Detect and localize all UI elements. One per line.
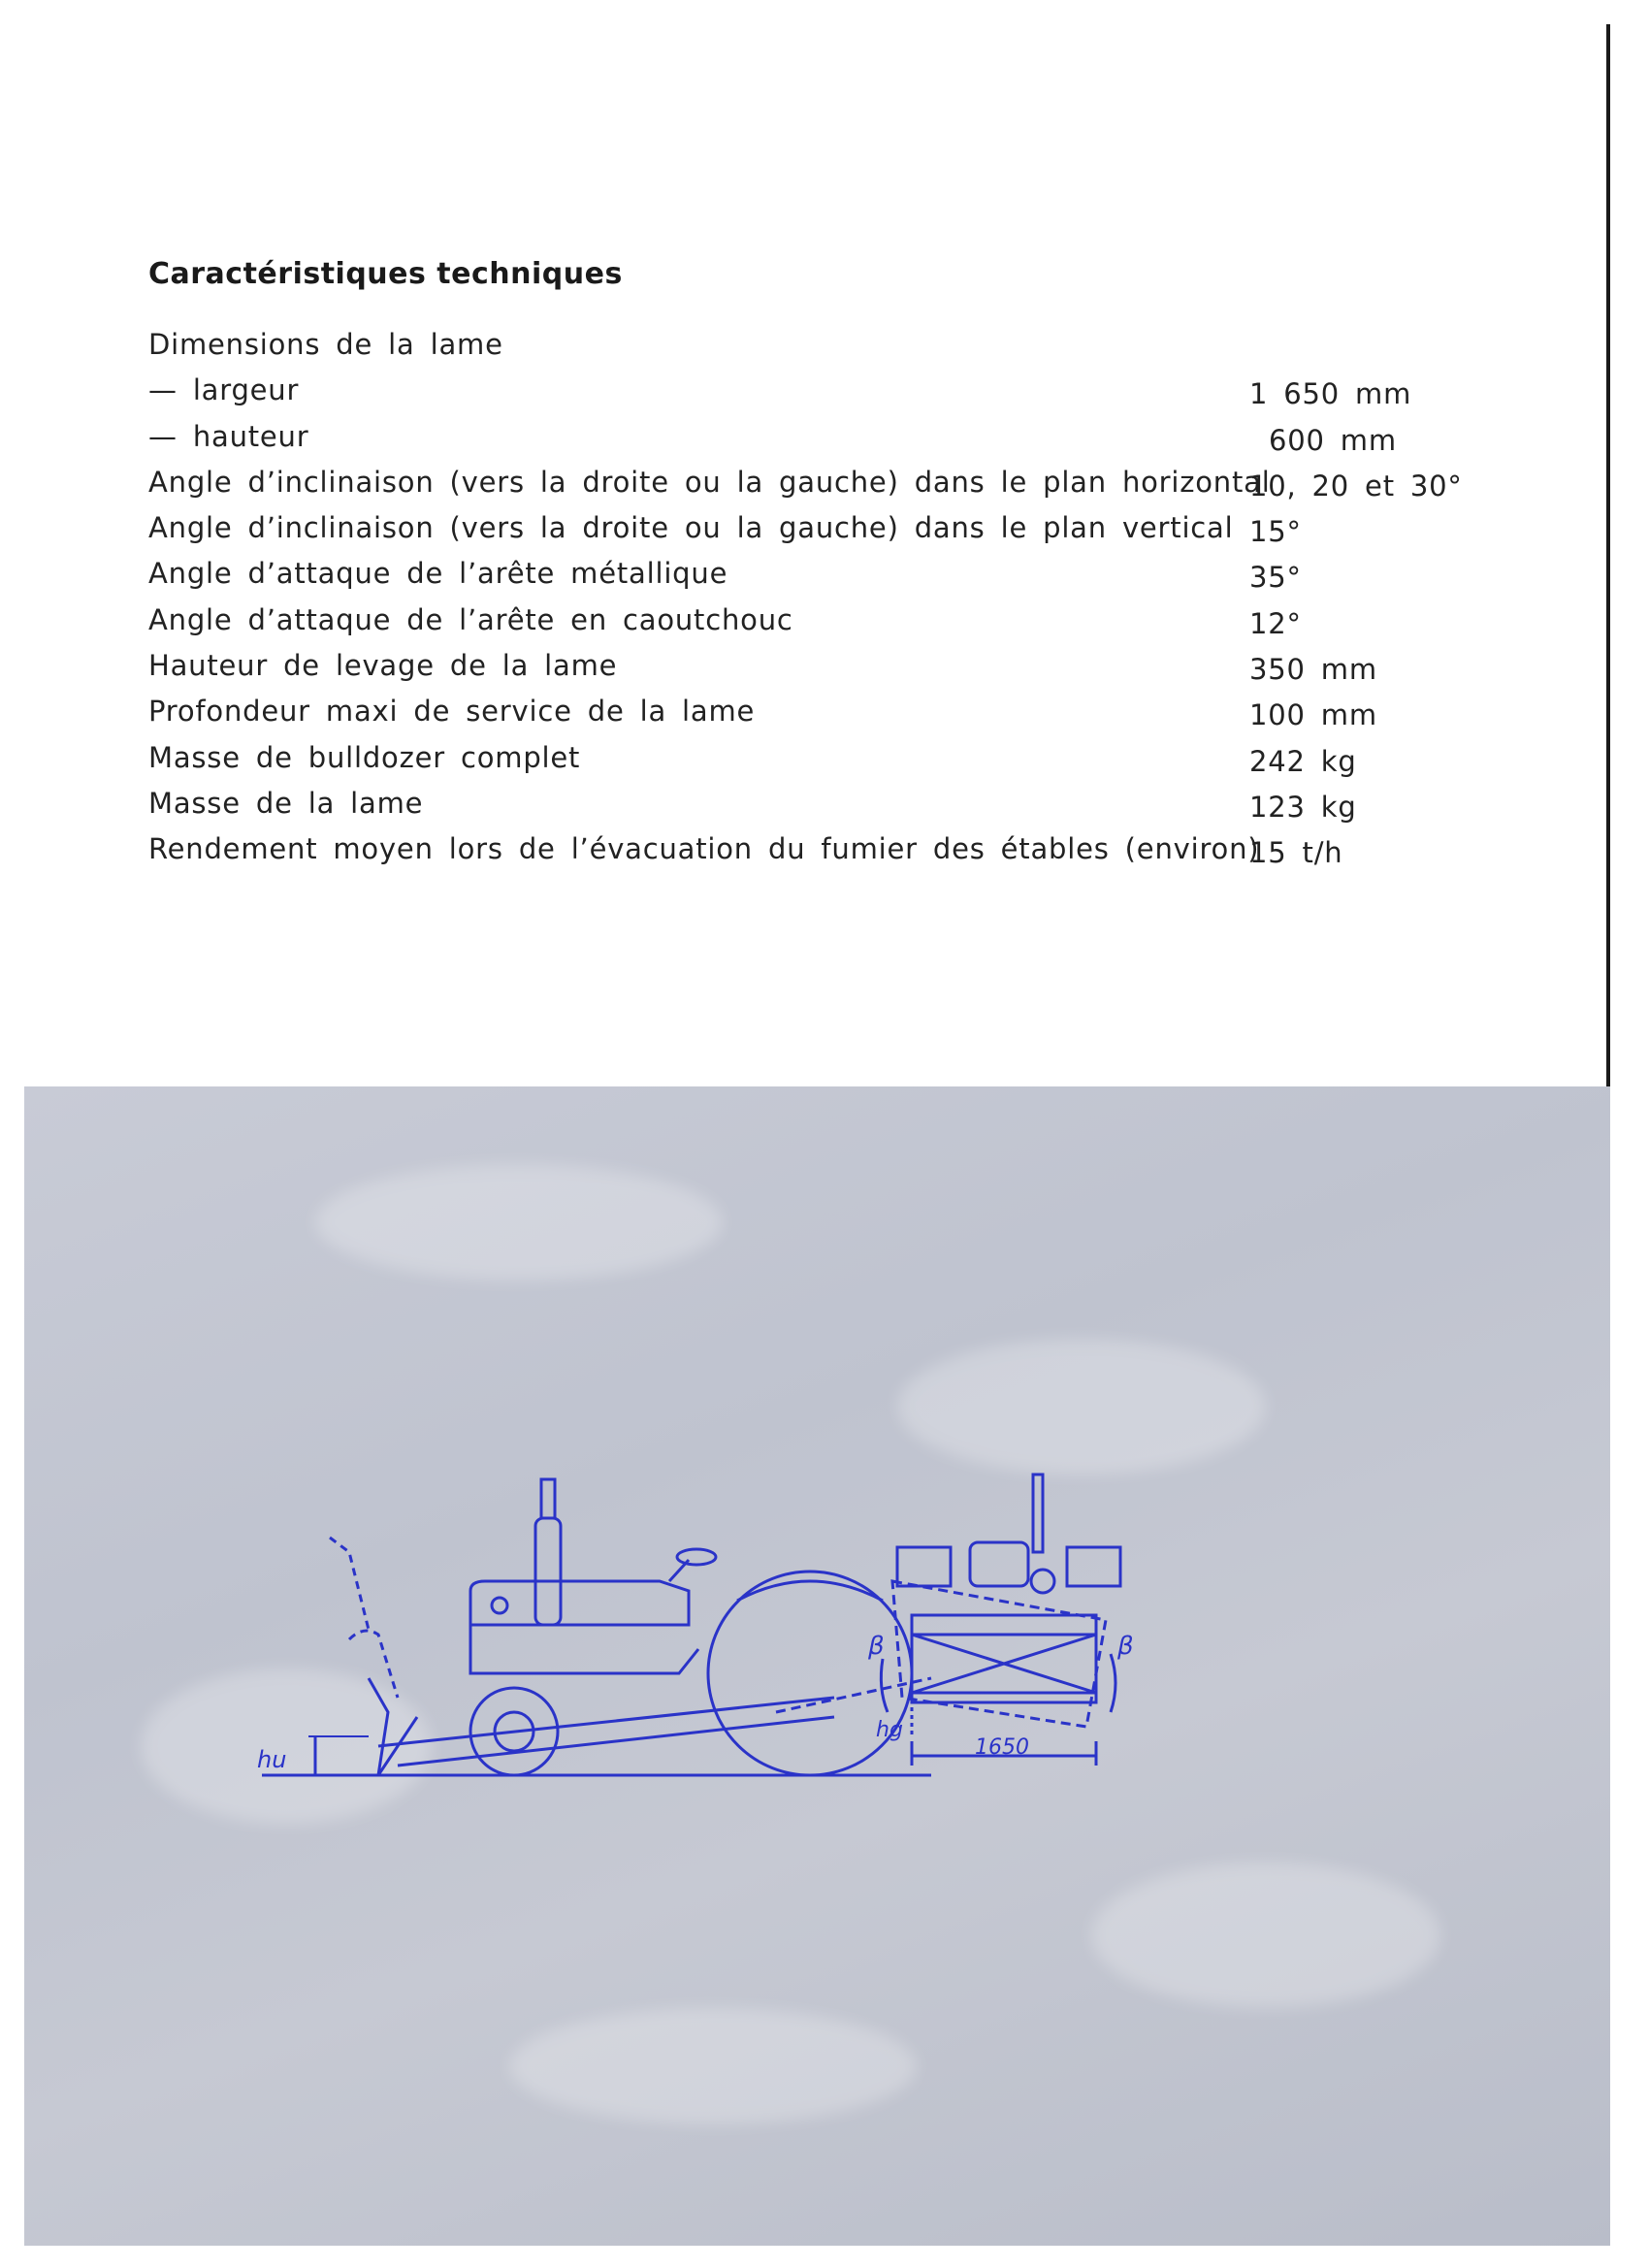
spec-row xyxy=(148,832,1506,878)
technical-drawing xyxy=(233,1455,1397,1901)
spec-row xyxy=(148,328,1506,373)
spec-label: Hauteur de levage de la lame xyxy=(148,649,618,683)
beta-left-label: β xyxy=(868,1632,885,1661)
paper-wrinkle xyxy=(509,2008,917,2124)
width-dimension-label: 1650 xyxy=(975,1735,1029,1760)
spec-label: Profondeur maxi de service de la lame xyxy=(148,695,756,729)
headlight xyxy=(492,1598,507,1613)
exhaust-top xyxy=(541,1479,555,1518)
lift-arm xyxy=(776,1678,931,1712)
body xyxy=(470,1625,698,1673)
push-frame xyxy=(378,1698,834,1746)
front-hub xyxy=(1031,1570,1054,1593)
spec-label: Rendement moyen lors de l’évacuation du fumier des étables (environ) xyxy=(148,832,1260,866)
spec-value: 12° xyxy=(1249,606,1302,640)
page-edge-shadow xyxy=(1606,24,1610,1091)
beta-right-label: β xyxy=(1117,1632,1134,1661)
beta-left-arc xyxy=(881,1659,888,1712)
operator-lever xyxy=(330,1538,369,1630)
spec-value: 123 kg xyxy=(1249,790,1357,824)
spec-row xyxy=(148,695,1506,740)
spec-row xyxy=(148,373,1506,419)
spec-value: 350 mm xyxy=(1249,653,1377,687)
spec-value: 10, 20 et 30° xyxy=(1249,469,1463,502)
spec-row xyxy=(148,511,1506,557)
spec-label: Angle d’attaque de l’arête en caoutchouc xyxy=(148,602,793,636)
paper-wrinkle xyxy=(315,1164,723,1280)
hg-label: hg xyxy=(876,1718,903,1742)
push-frame-lower xyxy=(398,1717,834,1766)
spec-row xyxy=(148,649,1506,695)
spec-value: 35° xyxy=(1249,561,1302,595)
spec-value: 242 kg xyxy=(1249,744,1357,778)
spec-value: 1 650 mm xyxy=(1249,377,1412,411)
front-hood-block xyxy=(970,1542,1028,1586)
spec-row xyxy=(148,557,1506,602)
spec-label: Angle d’attaque de l’arête métallique xyxy=(148,557,728,591)
hu-label: hu xyxy=(257,1746,287,1773)
front-view xyxy=(881,1474,1120,1766)
steering-wheel xyxy=(677,1549,716,1565)
spec-row xyxy=(148,466,1506,511)
page-title: Caractéristiques techniques xyxy=(148,257,623,291)
right-fender xyxy=(1067,1547,1120,1586)
left-fender xyxy=(897,1547,951,1586)
front-exhaust xyxy=(1033,1474,1043,1552)
spec-label: Masse de bulldozer complet xyxy=(148,740,581,774)
spec-label: — largeur xyxy=(148,373,300,407)
spec-value: 100 mm xyxy=(1249,698,1377,732)
spec-label: Masse de la lame xyxy=(148,786,424,820)
spec-row xyxy=(148,603,1506,649)
spec-row xyxy=(148,787,1506,832)
tractor-bulldozer-diagram xyxy=(233,1455,1397,1901)
beta-right-arc xyxy=(1111,1654,1116,1712)
spec-label: Angle d’inclinaison (vers la droite ou la gauche) dans le plan vertical xyxy=(148,511,1234,545)
blade xyxy=(369,1678,417,1775)
spec-label: Angle d’inclinaison (vers la droite ou la gauche) dans le plan horizontal xyxy=(148,465,1271,499)
exhaust-stack xyxy=(535,1518,561,1625)
spec-label: — hauteur xyxy=(148,419,309,453)
blade-tilted xyxy=(892,1581,1106,1727)
spec-list xyxy=(148,328,1506,879)
spec-value: 15 t/h xyxy=(1249,836,1343,870)
paper-wrinkle xyxy=(897,1339,1266,1474)
spec-row xyxy=(148,420,1506,466)
spec-row xyxy=(148,741,1506,787)
spec-label: Dimensions de la lame xyxy=(148,328,503,361)
side-view xyxy=(262,1479,931,1775)
spec-value: 15° xyxy=(1249,515,1302,549)
hood xyxy=(470,1581,689,1625)
spec-value: 600 mm xyxy=(1269,423,1397,457)
blade-front xyxy=(912,1615,1096,1702)
